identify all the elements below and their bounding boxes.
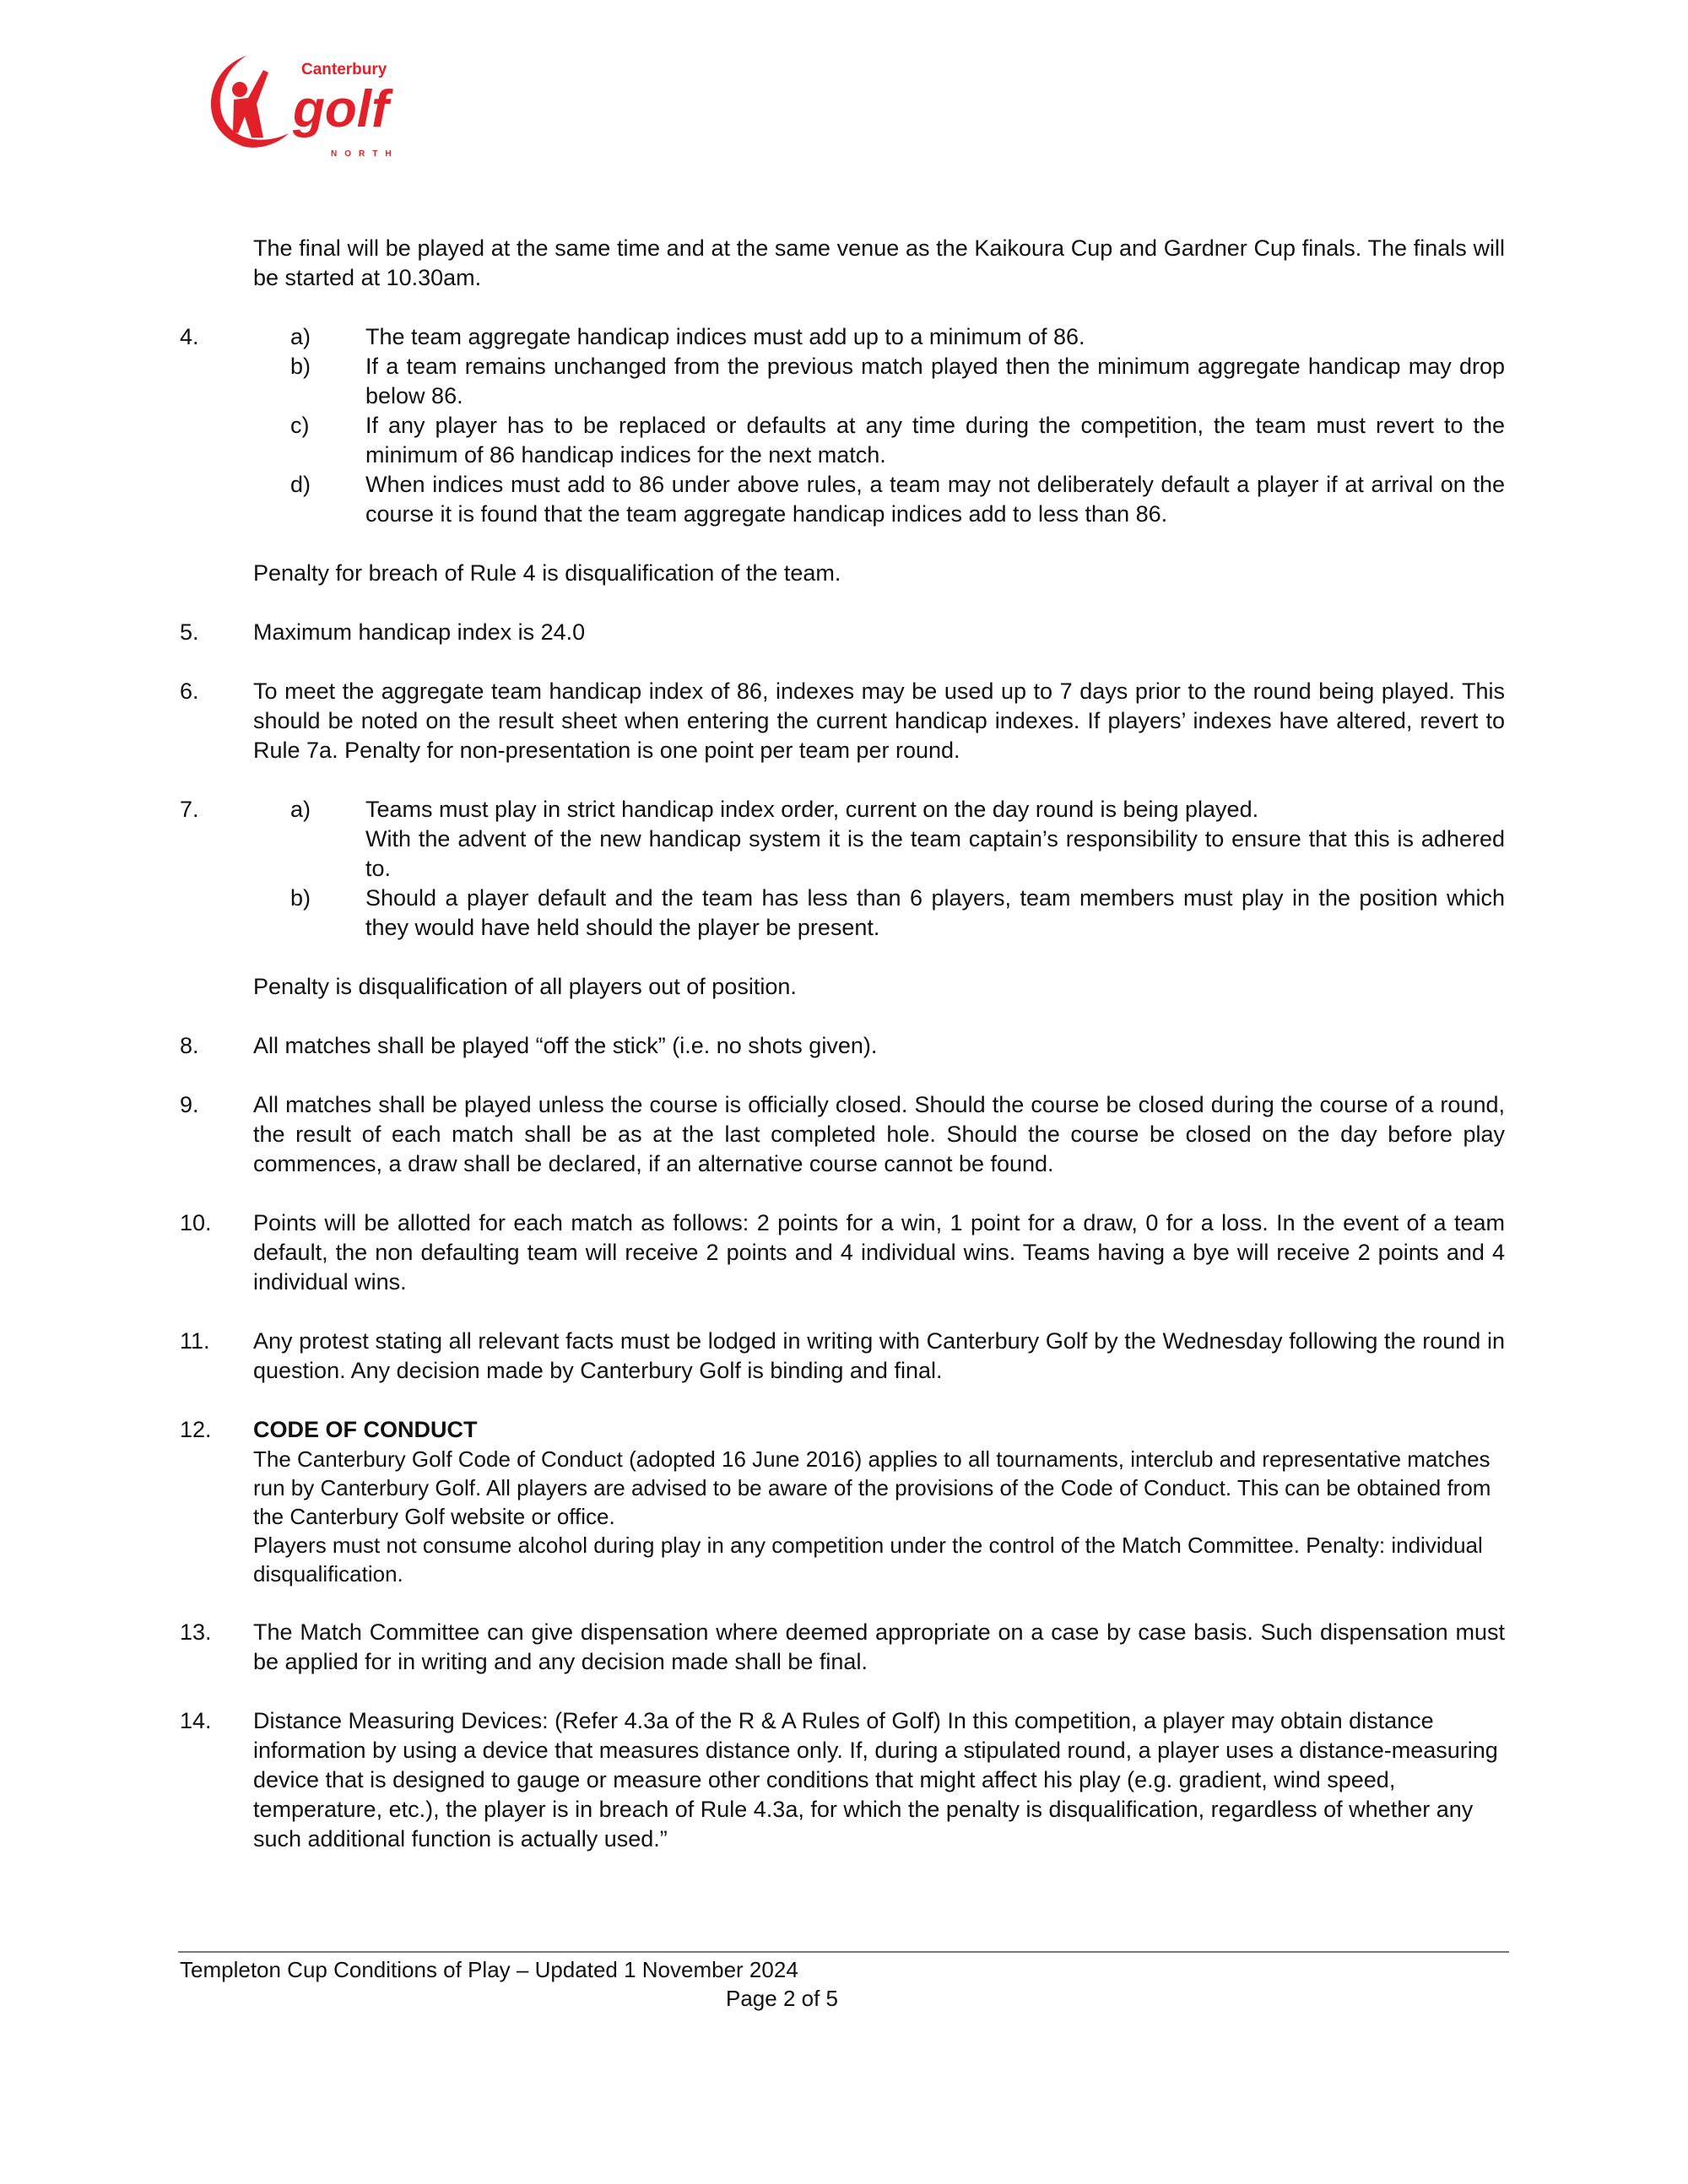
- rule-number: 4.: [180, 324, 199, 349]
- sub-label: b): [290, 354, 311, 379]
- sub-item: [290, 470, 1505, 529]
- sub-item: [290, 352, 1505, 411]
- rule-10: [180, 1208, 1505, 1297]
- rule-text: Points will be allotted for each match as follows: 2 points for a win, 1 point for a draw, 0 for a loss. In the event of a team default, the non defaulting team will receive 2 points and 4 individual wins. Teams having a bye will receive 2 points and 4 individual wins.: [253, 1210, 1505, 1295]
- rule-12: [180, 1415, 1505, 1588]
- rule-text: All matches shall be played “off the stick” (i.e. no shots given).: [253, 1033, 878, 1058]
- rule-9: [180, 1090, 1505, 1179]
- svg-text:Canterbury: Canterbury: [301, 61, 387, 78]
- sub-item: [290, 884, 1505, 943]
- sub-text: Should a player default and the team has less than 6 players, team members must play in the position which they would have held should the player be present.: [365, 885, 1505, 940]
- rule-text-continued: Players must not consume alcohol during play in any competition under the control of the Match Committee. Penalty: individual disqualification.: [253, 1533, 1483, 1587]
- rule-text: The Canterbury Golf Code of Conduct (adopted 16 June 2016) applies to all tournaments, interclub and representative matches run by Canterbury Golf. All players are advised to be aware of the provisions of the Code of Conduct. This can be obtained from the Canterbury Golf website or office.: [253, 1446, 1491, 1529]
- sub-text: Teams must play in strict handicap index order, current on the day round is being played.: [365, 797, 1259, 822]
- sub-text-continued: With the advent of the new handicap system it is the team captain’s responsibility to ensure that this is adhered to.: [365, 826, 1505, 881]
- rule-number: 9.: [180, 1092, 199, 1117]
- sub-text: The team aggregate handicap indices must add up to a minimum of 86.: [365, 324, 1085, 349]
- footer-title: Templeton Cup Conditions of Play – Updated 1 November 2024: [180, 1957, 798, 1982]
- page-number: Page 2 of 5: [726, 1986, 838, 2011]
- rule-6: [180, 677, 1505, 765]
- svg-text:NORTH: NORTH: [331, 149, 399, 159]
- document-body: [180, 234, 1505, 1884]
- sub-item: [290, 322, 1505, 352]
- rule-number: 11.: [180, 1328, 210, 1354]
- rule-number: 13.: [180, 1619, 212, 1645]
- rule-number: 12.: [180, 1417, 212, 1442]
- rule-5: [180, 618, 1505, 647]
- rule-number: 8.: [180, 1033, 199, 1058]
- rule-11: [180, 1327, 1505, 1386]
- intro-paragraph: The final will be played at the same time and at the same venue as the Kaikoura Cup and Gardner Cup finals. The finals will be started at 10.30am.: [253, 235, 1505, 290]
- rule-text: The Match Committee can give dispensation where deemed appropriate on a case by case basis. Such dispensation must be applied for in writing and any decision made shall be final.: [253, 1619, 1505, 1674]
- sub-text: When indices must add to 86 under above rules, a team may not deliberately default a player if at arrival on the course it is found that the team aggregate handicap indices add to less than 86.: [365, 472, 1505, 527]
- rule-heading: CODE OF CONDUCT: [253, 1417, 478, 1442]
- sub-label: c): [290, 413, 310, 438]
- rule-7: [180, 795, 1505, 943]
- sub-label: b): [290, 885, 311, 911]
- rule-8: [180, 1031, 1505, 1061]
- rule-number: 14.: [180, 1708, 212, 1733]
- rule-13: [180, 1618, 1505, 1677]
- rule-number: 10.: [180, 1210, 212, 1235]
- sub-label: a): [290, 797, 311, 822]
- canterbury-golf-north-logo: [196, 49, 436, 159]
- sub-label: d): [290, 472, 311, 497]
- sub-label: a): [290, 324, 311, 349]
- sub-text: If any player has to be replaced or defaults at any time during the competition, the team must revert to the minimum of 86 handicap indices for the next match.: [365, 413, 1505, 468]
- rule-number: 5.: [180, 619, 199, 645]
- rule-4: [180, 322, 1505, 529]
- sub-item: [290, 411, 1505, 470]
- rule-text: Any protest stating all relevant facts must be lodged in writing with Canterbury Golf by the Wednesday following the round in question. Any decision made by Canterbury Golf is binding and final.: [253, 1328, 1505, 1383]
- sub-item: [290, 795, 1505, 884]
- footer-divider: [178, 1951, 1509, 1953]
- rule-number: 7.: [180, 797, 199, 822]
- rule-number: 6.: [180, 678, 199, 704]
- rule-14: [180, 1706, 1505, 1854]
- rule-text: Maximum handicap index is 24.0: [253, 619, 586, 645]
- rule-text: All matches shall be played unless the course is officially closed. Should the course be closed during the course of a round, the result of each match shall be as at the last completed hole. Should the course be closed on the day before play commences, a draw shall be declared, if an alternative course cannot be found.: [253, 1092, 1505, 1176]
- rule-text: To meet the aggregate team handicap index of 86, indexes may be used up to 7 days prior to the round being played. This should be noted on the result sheet when entering the current handicap indexes. If players’ indexes have altered, revert to Rule 7a. Penalty for non-presentation is one point per team per round.: [253, 678, 1505, 763]
- rule-4-penalty: Penalty for breach of Rule 4 is disqualification of the team.: [253, 560, 841, 586]
- sub-text: If a team remains unchanged from the previous match played then the minimum aggregate handicap may drop below 86.: [365, 354, 1505, 408]
- svg-text:golf: golf: [293, 80, 389, 138]
- rule-7-penalty: Penalty is disqualification of all players out of position.: [253, 974, 797, 999]
- rule-text: Distance Measuring Devices: (Refer 4.3a of the R & A Rules of Golf) In this competition, a player may obtain distance information by using a device that measures distance only. If, during a stipulated round, a player uses a distance-measuring device that is designed to gauge or measure other conditions that might affect his play (e.g. gradient, wind speed, temperature, etc.), the player is in breach of Rule 4.3a, for which the penalty is disqualification, regardless of whether any such additional function is actually used.”: [253, 1708, 1498, 1852]
